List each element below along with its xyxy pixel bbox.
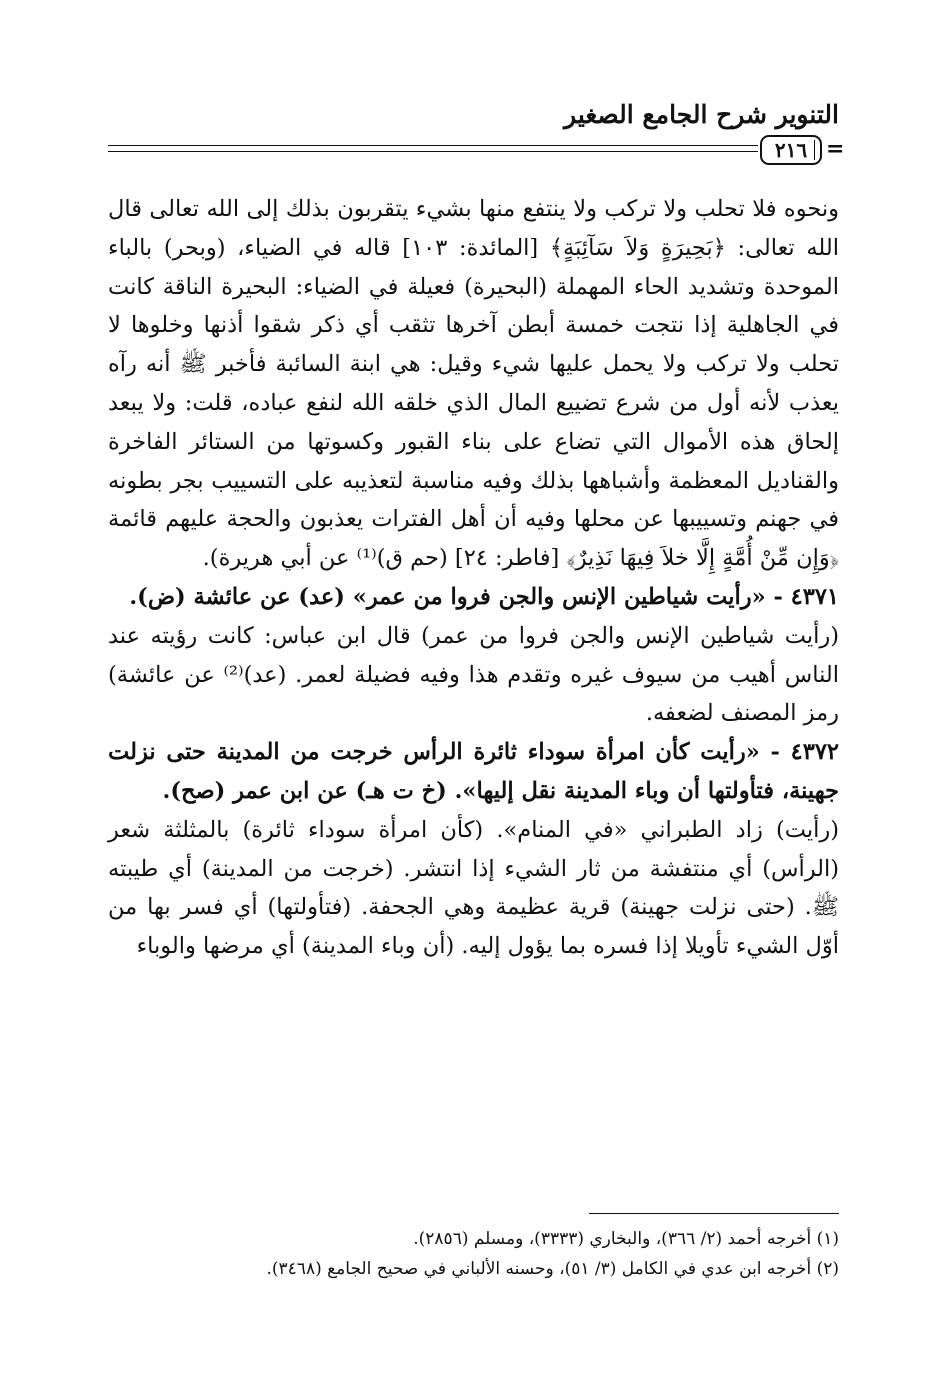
commentary-paragraph-2: (رأيت شياطين الإنس والجن فروا من عمر) قال ابن عباس: كانت رؤيته عند الناس أهيب من سيوف غيره وتقدم هذا وفيه فضيلة لعمر. (عد)⁽²⁾ عن عائشة) رمز المصنف لضعفه.	[108, 622, 839, 727]
footnote-divider	[589, 1213, 839, 1214]
footnotes	[108, 1224, 839, 1284]
hadith-4371: ٤٣٧١ - «رأيت شياطين الإنس والجن فروا من عمر» (عد) عن عائشة (ض).	[129, 583, 839, 610]
hadith-4372: ٤٣٧٢ - «رأيت كأن امرأة سوداء ثائرة الرأس خرجت من المدينة حتى نزلت جهينة، فتأولتها أن وباء المدينة نقل إليها». (خ ت هـ) عن ابن عمر (صح).	[108, 739, 839, 804]
running-header-title: التنوير شرح الجامع الصغير	[564, 100, 839, 129]
header-rule-bottom	[108, 151, 758, 152]
header-corner-mark: =	[826, 136, 845, 162]
page-number: ٢١٦	[760, 135, 822, 165]
main-text	[108, 190, 839, 966]
commentary-paragraph-1: ونحوه فلا تحلب ولا تركب ولا ينتفع منها بشيء يتقربون بذلك إلى الله تعالى قال الله تعالى: ﴿بَحِيرَةٍ وَلاَ سَآئِبَةٍ﴾ [المائدة: ١٠٣] قاله في الضياء، (وبحر) بالباء الموحدة وتشديد الحاء المهملة (البحيرة) فعيلة في الضياء: البحيرة الناقة كانت في الجاهلية إذا نتجت خمسة أبطن آخرها تثقب أي ذكر شقوا أذنها وخلوها لا تحلب ولا تركب ولا يحمل عليها شيء وقيل: هي ابنة السائبة فأخبر ﷺ أنه رآه يعذب لأنه أول من شرع تضييع المال الذي خلقه الله لنفع عباده، قلت: ولا يبعد إلحاق هذه الأموال التي تضاع على بناء القبور وكسوتها من الستائر الفاخرة والقناديل المعظمة وأشباهها بذلك وفيه مناسبة لتعذيبه على التسييب بجر بطونه في جهنم وتسييبها عن محلها وفيه أن أهل الفترات يعذبون والحجة عليهم قائمة ﴿وَإِن مِّنْ أُمَّةٍ إِلَّا خلاَ فِيهَا نَذِيرٌ﴾ [فاطر: ٢٤] (حم ق)⁽¹⁾ عن أبي هريرة).	[108, 196, 839, 572]
footnote-2: (٢) أخرجه ابن عدي في الكامل (٣/ ٥١)، وحسنه الألباني في صحيح الجامع (٣٤٦٨).	[266, 1259, 839, 1279]
footnote-1: (١) أخرجه أحمد (٢/ ٣٦٦)، والبخاري (٣٣٣٣)، ومسلم (٢٨٥٦).	[413, 1229, 839, 1249]
commentary-paragraph-3: (رأيت) زاد الطبراني «في المنام». (كأن امرأة سوداء ثائرة) بالمثلثة شعر (الرأس) أي منتفشة من ثار الشيء إذا انتشر. (خرجت من المدينة) أي طيبته ﷺ. (حتى نزلت جهينة) قرية عظيمة وهي الجحفة. (فتأولتها) أي فسر بها من أوّل الشيء تأويلا إذا فسره بما يؤول إليه. (أن وباء المدينة) أي مرضها والوباء	[108, 816, 839, 960]
header-rule-top	[108, 145, 758, 146]
